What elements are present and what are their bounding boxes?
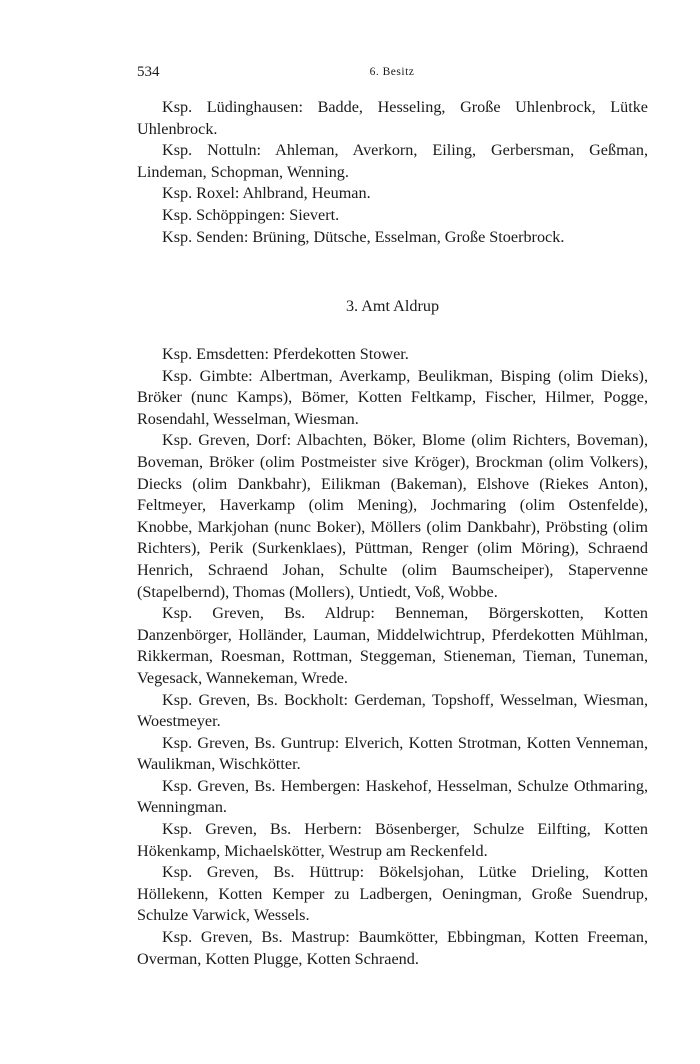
paragraph: Ksp. Gimbte: Albertman, Averkamp, Beulikman, Bisping (olim Dieks), Bröker (nunc Kamps), Bömer, Kotten Feltkamp, Fischer, Hilmer, Pogge, Rosendahl, Wesselman, Wiesman. xyxy=(137,366,648,428)
paragraph: Ksp. Greven, Bs. Aldrup: Benneman, Börgerskotten, Kotten Danzenbörger, Holländer, Lauman, Middelwichtrup, Pferdekotten Mühlman, Rikkerman, Roesman, Rottman, Steggeman, Stieneman, Tieman, Tuneman, Vegesack, Wannekeman, Wrede. xyxy=(137,604,648,687)
paragraph: Ksp. Senden: Brüning, Dütsche, Esselman, Große Stoerbrock. xyxy=(162,227,565,246)
paragraph: Ksp. Greven, Bs. Mastrup: Baumkötter, Ebbingman, Kotten Freeman, Overman, Kotten Plugge, Kotten Schraend. xyxy=(137,928,648,968)
paragraph: Ksp. Roxel: Ahlbrand, Heuman. xyxy=(162,184,371,203)
parish-list-main xyxy=(137,344,648,970)
paragraph: Ksp. Emsdetten: Pferdekotten Stower. xyxy=(162,345,409,363)
paragraph: Ksp. Greven, Bs. Herbern: Bösenberger, Schulze Eilfting, Kotten Hökenkamp, Michaelskötter, Westrup am Reckenfeld. xyxy=(137,820,648,860)
paragraph: Ksp. Lüdinghausen: Badde, Hesseling, Große Uhlenbrock, Lütke Uhlenbrock. xyxy=(137,98,648,138)
paragraph: Ksp. Greven, Bs. Guntrup: Elverich, Kotten Strotman, Kotten Venneman, Waulikman, Wischkötter. xyxy=(137,733,648,774)
paragraph: Ksp. Greven, Bs. Hembergen: Haskehof, Hesselman, Schulze Othmaring, Wenningman. xyxy=(137,776,648,817)
paragraph: Ksp. Schöppingen: Sievert. xyxy=(162,205,340,224)
paragraph: Ksp. Greven, Bs. Bockholt: Gerdeman, Topshoff, Wesselman, Wiesman, Woestmeyer. xyxy=(137,690,648,731)
section-heading: 3. Amt Aldrup xyxy=(345,297,440,315)
paragraph: Ksp. Greven, Dorf: Albachten, Böker, Blome (olim Richters, Boveman), Boveman, Bröker (olim Postmeister sive Kröger), Brockman (olim Volkers), Diecks (olim Dankbahr), Eilikman (Bakeman), Elshove (Riekes Anton), Feltmeyer, Haverkamp (olim Mening), Jochmaring (olim Ostenfelde), Knobbe, Markjohan (nunc Boker), Möllers (olim Dankbahr), Pröbsting (olim Richters), Perik (Surkenklaes), Püttman, Renger (olim Möring), Schraend Henrich, Schraend Johan, Schulte (olim Baumscheiper), Stapervenne (Stapelbernd), Thomas (Mollers), Untiedt, Voß, Wobbe. xyxy=(137,431,648,601)
running-head: 6. Besitz xyxy=(369,66,415,78)
paragraph: Ksp. Greven, Bs. Hüttrup: Bökelsjohan, Lütke Drieling, Kotten Höllekenn, Kotten Kemper zu Ladbergen, Oeningman, Große Suendrup, Schulze Varwick, Wessels. xyxy=(137,863,648,925)
page-header xyxy=(137,64,647,84)
paragraph: Ksp. Nottuln: Ahleman, Averkorn, Eiling, Gerbersman, Geßman, Lindeman, Schopman, Wenning. xyxy=(137,141,648,181)
page-number: 534 xyxy=(137,64,160,80)
parish-list-top xyxy=(137,97,648,248)
